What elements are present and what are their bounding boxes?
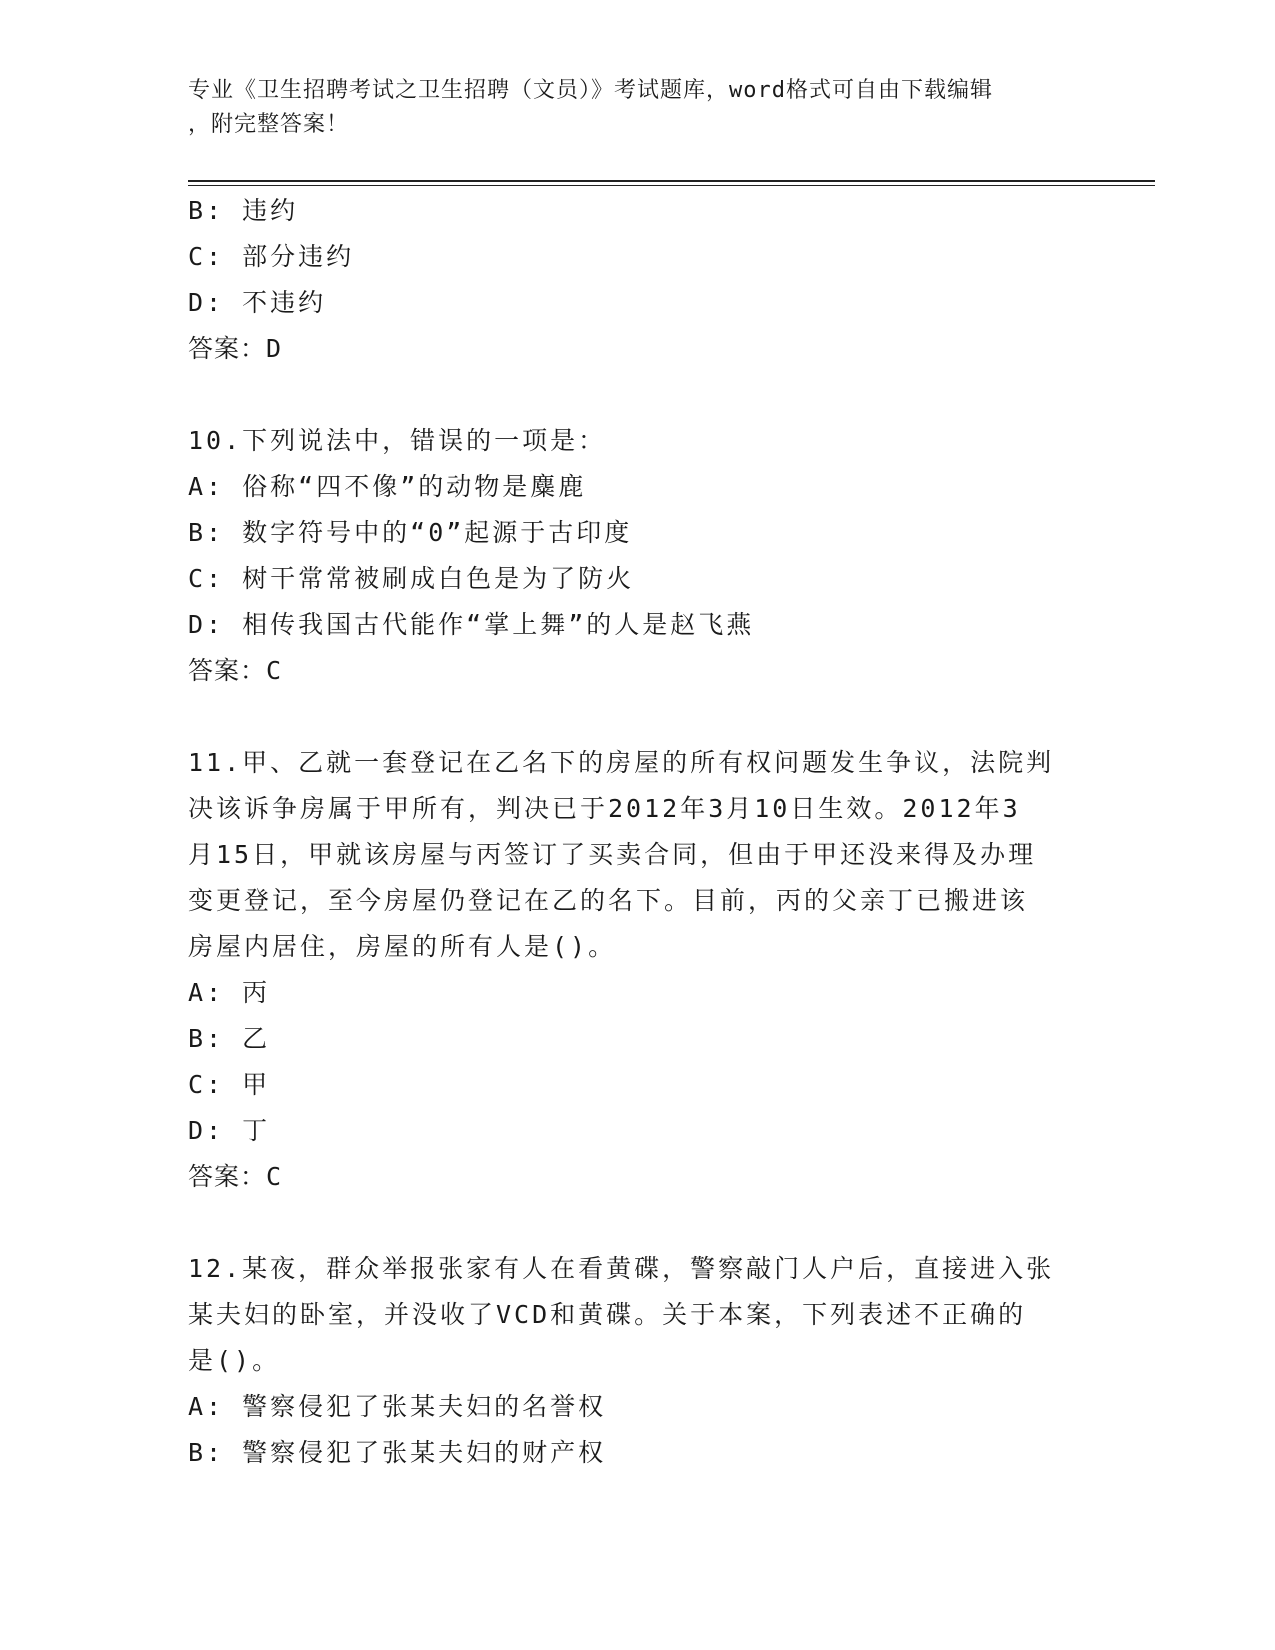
option-b: B: 违约	[188, 196, 299, 225]
spacer	[188, 372, 1088, 418]
question-12	[188, 1246, 1088, 1476]
question-stem-line: 11.甲、乙就一套登记在乙名下的房屋的所有权问题发生争议，法院判	[188, 748, 1055, 777]
header-line-1: 专业《卫生招聘考试之卫生招聘（文员）》考试题库，word格式可自由下载编辑	[188, 78, 993, 103]
header-divider-thick	[188, 180, 1155, 182]
option-c: C: 树干常常被刷成白色是为了防火	[188, 564, 635, 593]
option-c: C: 甲	[188, 1070, 271, 1099]
question-stem-line: 某夫妇的卧室，并没收了VCD和黄碟。关于本案，下列表述不正确的	[188, 1300, 1027, 1329]
question-list	[188, 188, 1088, 1476]
option-b: B: 警察侵犯了张某夫妇的财产权	[188, 1438, 607, 1467]
question-10	[188, 418, 1088, 694]
option-a: A: 丙	[188, 978, 271, 1007]
question-stem-line: 变更登记，至今房屋仍登记在乙的名下。目前，丙的父亲丁已搬进该	[188, 886, 1029, 915]
answer: 答案：C	[188, 1162, 283, 1191]
option-d: D: 相传我国古代能作“掌上舞”的人是赵飞燕	[188, 610, 755, 639]
option-a: A: 警察侵犯了张某夫妇的名誉权	[188, 1392, 607, 1421]
question-9	[188, 188, 1088, 372]
answer: 答案：D	[188, 334, 283, 363]
question-stem-line: 月15日，甲就该房屋与丙签订了买卖合同，但由于甲还没来得及办理	[188, 840, 1037, 869]
header-line-2: ，附完整答案！	[188, 112, 350, 137]
spacer	[188, 694, 1088, 740]
question-stem-line: 是()。	[188, 1346, 281, 1375]
page-header	[188, 74, 1088, 142]
question-stem: 10.下列说法中，错误的一项是：	[188, 426, 607, 455]
question-stem-line: 房屋内居住，房屋的所有人是()。	[188, 932, 617, 961]
question-stem-line: 12.某夜，群众举报张家有人在看黄碟，警察敲门人户后，直接进入张	[188, 1254, 1055, 1283]
header-divider-thin	[188, 185, 1155, 186]
option-d: D: 丁	[188, 1116, 271, 1145]
option-d: D: 不违约	[188, 288, 327, 317]
option-b: B: 数字符号中的“0”起源于古印度	[188, 518, 633, 547]
option-a: A: 俗称“四不像”的动物是麋鹿	[188, 472, 587, 501]
question-stem-line: 决该诉争房属于甲所有，判决已于2012年3月10日生效。2012年3	[188, 794, 1021, 823]
option-b: B: 乙	[188, 1024, 271, 1053]
spacer	[188, 1200, 1088, 1246]
option-c: C: 部分违约	[188, 242, 355, 271]
answer: 答案：C	[188, 656, 283, 685]
question-11	[188, 740, 1088, 1200]
